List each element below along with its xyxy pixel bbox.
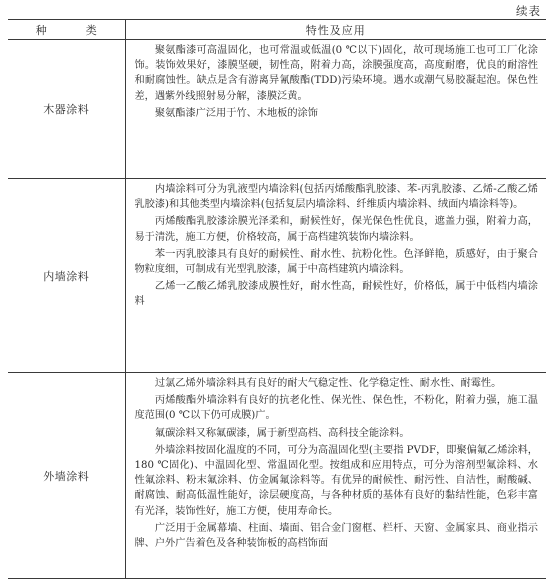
- paragraph: 丙烯酸酯外墙涂料有良好的抗老化性、保光性、保色性，不粉化，附着力强，施工温度范围(0 ℃以下仍可成膜)广。: [134, 395, 538, 422]
- paragraph: 聚氨酯漆可高温固化，也可常温或低温(0 ℃以下)固化，故可现场施工也可工厂化涂饰。装饰效果好，漆膜坚硬，韧性高，附着力高，涂膜强度高，高度耐磨，优良的耐溶性和耐腐蚀性。缺点是含有游离异氰酸酯(TDD)污染环境。遇水或潮气易胶凝起泡。保色性差，遇紫外线照射易分解，漆膜泛黄。: [134, 45, 538, 102]
- continued-label: 续表: [516, 4, 541, 18]
- paragraph: 内墙涂料可分为乳液型内墙涂料(包括丙烯酸酯乳胶漆、苯-丙乳胶漆、乙烯-乙酸乙烯乳胶漆)和其他类型内墙涂料(包括复层内墙涂料、纤维质内墙涂料、绒面内墙涂料等)。: [134, 184, 538, 211]
- paragraph: 苯一丙乳胶漆具有良好的耐候性、耐水性、抗粉化性。色泽鲜艳，质感好，由于聚合物粒度细，可制成有光型乳胶漆，属于中高档建筑内墙涂料。: [134, 248, 538, 276]
- paragraph: 广泛用于金属幕墙、柱面、墙面、铝合金门窗框、栏杆、天窗、金属家具、商业指示牌、户外广告着色及各种装饰板的高档饰面: [134, 522, 538, 550]
- paragraph: 乙烯一乙酸乙烯乳胶漆成膜性好，耐水性高，耐候性好，价格低，属于中低档内墙涂料: [134, 281, 538, 308]
- category-cell: 木器涂料: [43, 103, 90, 116]
- table-row: [8, 373, 546, 579]
- category-cell: 外墙涂料: [8, 373, 125, 579]
- paragraph: 氟碳涂料又称氟碳漆，属于新型高档、高科技全能涂料。: [154, 427, 410, 439]
- coatings-table: [8, 19, 546, 579]
- table-row: [8, 40, 546, 179]
- description-cell: [125, 373, 546, 579]
- paragraph: 过氯乙烯外墙涂料具有良好的耐大气稳定性、化学稳定性、耐水性、耐霉性。: [154, 378, 502, 389]
- description-cell: [125, 40, 546, 179]
- description-cell: [125, 179, 546, 373]
- paragraph: 聚氨酯漆广泛用于竹、木地板的涂饰: [154, 107, 318, 119]
- paragraph: 外墙涂料按固化温度的不同，可分为高温固化型(主要指 PVDF，即聚偏氟乙烯涂料，180 ℃固化)、中温固化型、常温固化型。按组成和应用特点，可分为溶剂型氟涂料、水性氟涂料、粉末氟涂料、仿金属氟涂料等。有优异的耐候性、耐污性、自洁性，耐酸碱、耐腐蚀、耐高低温性能好，涂层硬度高，与各种材质的基体有良好的黏结性能，色彩丰富有光泽，装饰性好，施工方便，使用寿命长。: [134, 444, 538, 517]
- table-row: [8, 179, 546, 373]
- header-properties: 特性及应用: [125, 20, 546, 40]
- header-category: 种 类: [8, 20, 125, 40]
- category-cell: 内墙涂料: [8, 179, 125, 373]
- header-row: [8, 20, 546, 40]
- paragraph: 丙烯酸酯乳胶漆涂膜光泽柔和，耐候性好，保光保色性优良，遮盖力强，附着力高，易于清洗，施工方便，价格较高，属于高档建筑装饰内墙涂料。: [134, 216, 538, 243]
